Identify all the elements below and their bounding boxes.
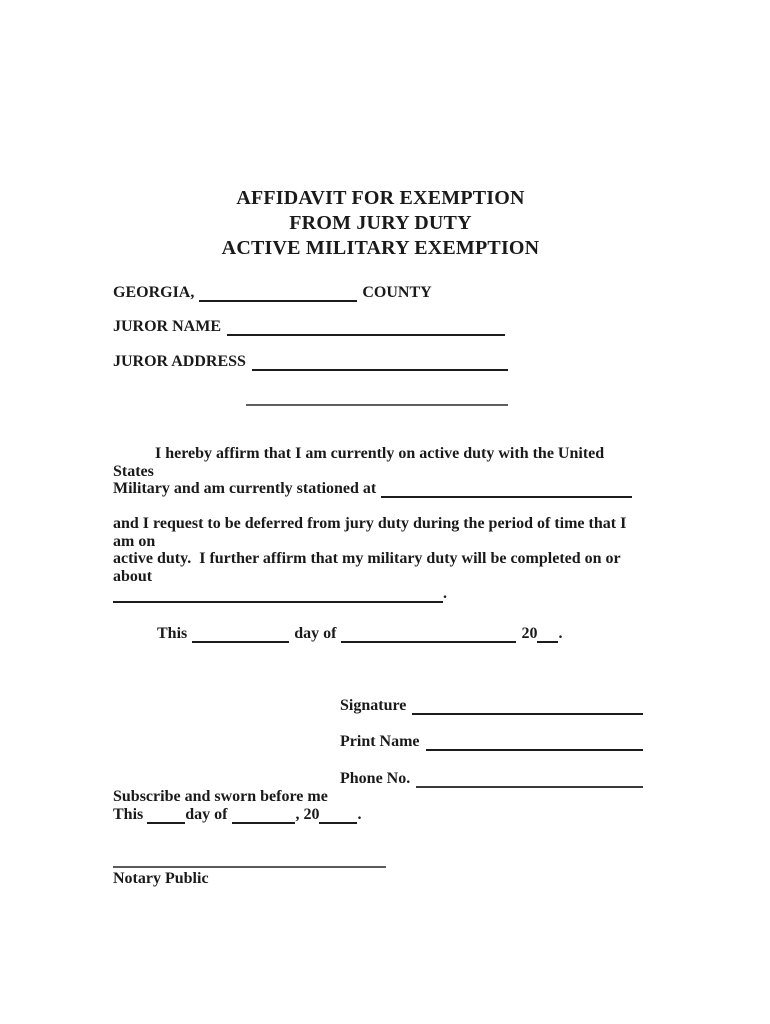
juror-address-label: JUROR ADDRESS — [113, 353, 246, 370]
juror-address-blank-field[interactable] — [252, 353, 508, 371]
juror-name-label: JUROR NAME — [113, 318, 221, 335]
completion-date-period: . — [443, 585, 447, 602]
signature-row — [340, 697, 643, 715]
print-name-label: Print Name — [340, 733, 420, 750]
county-name-blank-field[interactable] — [199, 284, 357, 302]
notary-date-row — [113, 806, 648, 824]
notary-signature-blank-field[interactable] — [113, 866, 386, 868]
date-day-of-label: day of — [294, 625, 337, 642]
phone-number-row — [340, 770, 643, 788]
print-name-row — [340, 733, 643, 751]
stationed-at-blank-field[interactable] — [381, 480, 632, 498]
affidavit-text-line-4: active duty. I further affirm that my military duty will be completed on or about — [113, 550, 625, 585]
affidavit-paragraph-line-4 — [113, 550, 648, 585]
notary-year-prefix: , 20 — [295, 806, 320, 823]
title-line-3: ACTIVE MILITARY EXEMPTION — [221, 237, 540, 259]
signature-blank-field[interactable] — [412, 697, 643, 715]
date-year-prefix: 20 — [521, 625, 538, 642]
juror-address-line2-blank-field[interactable] — [246, 388, 508, 406]
juror-name-row — [113, 318, 505, 336]
juror-address-second-row — [246, 388, 508, 406]
affidavit-text-line-3: and I request to be deferred from jury duty during the period of time that I am on — [113, 515, 631, 550]
notary-date-period: . — [357, 806, 362, 823]
phone-number-label: Phone No. — [340, 770, 411, 787]
print-name-blank-field[interactable] — [426, 733, 643, 751]
completion-date-blank-field[interactable] — [113, 585, 443, 603]
juror-name-blank-field[interactable] — [227, 318, 505, 336]
execution-day-blank-field[interactable] — [192, 625, 289, 643]
notary-day-blank-field[interactable] — [147, 806, 185, 824]
subscribe-sworn-text: Subscribe and sworn before me — [113, 788, 328, 805]
affidavit-paragraph-line-5 — [113, 585, 648, 603]
phone-number-blank-field[interactable] — [416, 770, 643, 788]
affidavit-text-line-2: Military and am currently stationed at — [113, 480, 377, 497]
state-county-row — [113, 284, 648, 302]
execution-date-row — [113, 625, 648, 643]
title-line-1: AFFIDAVIT FOR EXEMPTION — [236, 187, 525, 209]
notary-this-label: This — [113, 806, 144, 823]
execution-month-blank-field[interactable] — [341, 625, 516, 643]
notary-year-blank-field[interactable] — [319, 806, 357, 824]
juror-address-row — [113, 353, 508, 371]
date-period: . — [558, 625, 563, 642]
county-label: COUNTY — [362, 284, 432, 301]
document-title — [113, 186, 648, 261]
execution-year-blank-field[interactable] — [537, 625, 558, 643]
state-label: GEORGIA, — [113, 284, 195, 301]
signature-label: Signature — [340, 697, 407, 714]
affidavit-paragraph-line-1 — [113, 445, 648, 480]
affidavit-paragraph-line-2 — [113, 480, 648, 498]
notary-month-blank-field[interactable] — [232, 806, 295, 824]
notary-day-of-label: day of — [185, 806, 228, 823]
affidavit-paragraph-line-3 — [113, 515, 648, 550]
affidavit-text-line-1: I hereby affirm that I am currently on active duty with the United States — [113, 445, 609, 480]
title-line-2: FROM JURY DUTY — [289, 212, 472, 234]
notary-public-label: Notary Public — [113, 870, 209, 887]
document-content — [113, 186, 648, 888]
date-this-label: This — [157, 625, 188, 642]
subscribe-sworn-line — [113, 788, 648, 806]
